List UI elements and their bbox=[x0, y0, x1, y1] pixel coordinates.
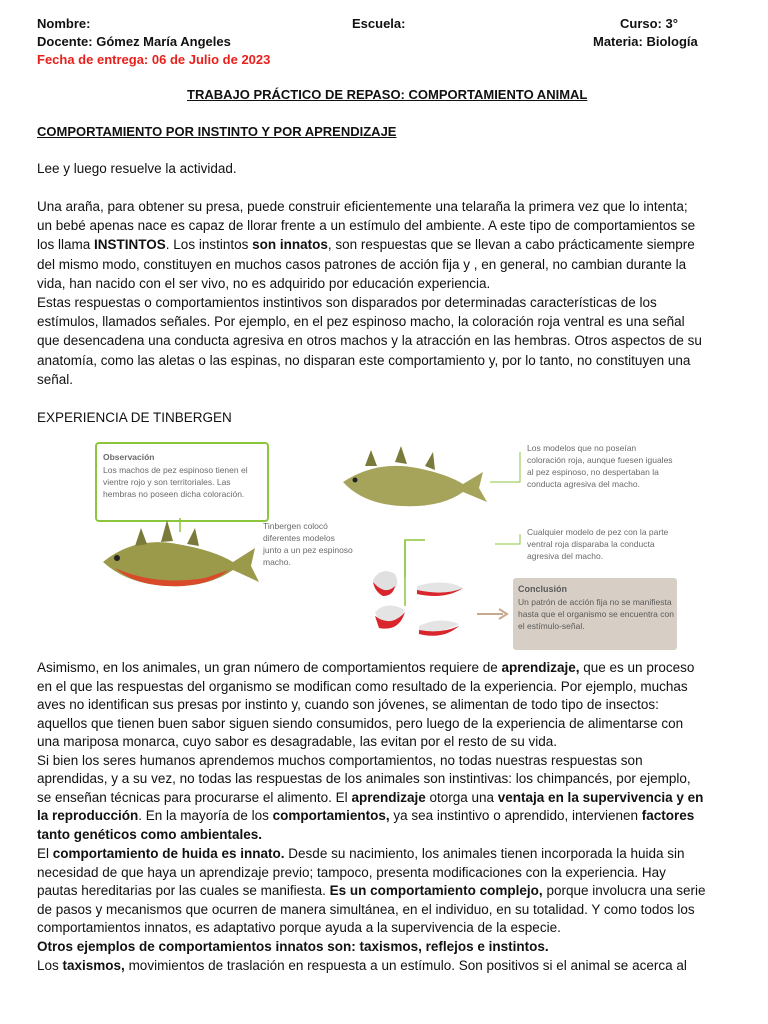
paragraph-huida bbox=[37, 845, 729, 975]
text-line: de pasos y mecanismos que ocurren de manera simultánea, en el individuo, en su totalidad. Y como todos los bbox=[37, 901, 695, 917]
conclusion-text: Un patrón de acción fija no se manifiesta hasta que el organismo se encuentra con el estímulo-señal. bbox=[518, 597, 674, 631]
text-line: necesidad de que haya un aprendizaje previo; tampoco, presenta modificaciones con la experiencia. Hay bbox=[37, 864, 666, 880]
male-stickleback-fish bbox=[103, 520, 259, 586]
text-line: vida, han nacido con el ser vivo, no es adquirido por educación experiencia. bbox=[37, 275, 491, 291]
text-line: se enseñan técnicas para procurarse el alimento. El aprendizaje otorga una ventaja en la supervivencia y en bbox=[37, 789, 704, 805]
text-line: aquellos que tienen buen sabor siguen siendo consumidos, pero luego de la experiencia de alimentarse con bbox=[37, 715, 684, 731]
text-line: Si bien los seres humanos aprendemos muchos comportamientos, no todas nuestras respuestas son bbox=[37, 752, 643, 768]
fecha-entrega: Fecha de entrega: 06 de Julio de 2023 bbox=[37, 52, 271, 67]
text-line: Asimismo, en los animales, un gran número de comportamientos requiere de aprendizaje, que es un proceso bbox=[37, 660, 695, 675]
text-line: tanto genéticos como ambientales. bbox=[37, 826, 263, 842]
tinbergen-figure bbox=[95, 436, 681, 652]
text-line: en el que las respuestas del organismo se modifican como resultado de la experiencia. Por ejemplo, muchas bbox=[37, 678, 688, 694]
text-line: la reproducción. En la mayoría de los comportamientos, ya sea instintivo o aprendido, intervienen factores bbox=[37, 808, 695, 823]
text-line: estímulos, llamados señales. Por ejemplo, en el pez espinoso macho, la coloración roja ventral es una señal bbox=[37, 314, 685, 330]
text-line: anatomía, como las aletas o las espinas, no disparan este comportamiento y, por lo tanto, no constituyen una bbox=[37, 352, 691, 368]
text-line: Otros ejemplos de comportamientos innatos son: taxismos, reflejos e instintos. bbox=[37, 938, 549, 954]
text-line: comportamientos innatos, es adaptativo porque ayuda a la supervivencia de la especie. bbox=[37, 920, 561, 936]
text-line: un bebé apenas nace es capaz de llorar frente a un estímulo del ambiente. A este tipo de comportamientos se bbox=[37, 218, 696, 234]
page-title: TRABAJO PRÁCTICO DE REPASO: COMPORTAMIENTO ANIMAL bbox=[187, 87, 588, 102]
paragraph-aprendizaje bbox=[37, 659, 729, 844]
text-line: aprendidas, y a su vez, no todas las respuestas de los animales son instintivas: los chimpancés, por ejemplo, bbox=[37, 771, 691, 786]
tinbergen-text: Tinbergen colocó diferentes modelos junto a un pez espinoso macho. bbox=[263, 521, 353, 567]
instruction: Lee y luego resuelve la actividad. bbox=[37, 161, 237, 176]
text-line: una mariposa monarca, cuyo sabor es desagradable, las evitan por el resto de su vida. bbox=[37, 734, 558, 749]
conclusion-title: Conclusión bbox=[518, 584, 567, 594]
nombre-label: Nombre: bbox=[37, 16, 91, 31]
docente-label: Docente: Gómez María Angeles bbox=[37, 34, 231, 49]
text-line: del mismo modo, constituyen en muchos casos patrones de acción fija y , en general, no cambian durante la bbox=[37, 256, 687, 272]
materia-label: Materia: Biología bbox=[593, 34, 698, 49]
observation-title: Observación bbox=[103, 452, 155, 462]
red-models bbox=[373, 571, 463, 636]
text-line: Una araña, para obtener su presa, puede construir eficientemente una telaraña la primera vez que lo intenta; bbox=[37, 199, 688, 214]
text-line: El comportamiento de huida es innato. Desde su nacimiento, los animales tienen incorporada la huida sin bbox=[37, 846, 685, 861]
text-line: señal. bbox=[37, 371, 74, 387]
text-line: Estas respuestas o comportamientos instintivos son disparados por determinadas características de los bbox=[37, 295, 657, 311]
escuela-label: Escuela: bbox=[352, 16, 406, 31]
text-line: que desencadena una conducta agresiva en otros machos y la atracción en las hembras. Otros aspectos de su bbox=[37, 333, 702, 349]
paragraph-instintos bbox=[37, 197, 729, 389]
cualquier-modelo-text: Cualquier modelo de pez con la parte ventral roja disparaba la conducta agresiva del macho. bbox=[527, 527, 669, 561]
section-subtitle: COMPORTAMIENTO POR INSTINTO Y POR APRENDIZAJE bbox=[37, 124, 397, 139]
modelos-text: Los modelos que no poseían coloración roja, aunque fuesen iguales al pez espinoso, no despertaban la conducta agresiva del macho. bbox=[527, 443, 673, 489]
text-line: pautas hereditarias por las cuales se manifiesta. Es un comportamiento complejo, porque involucra una serie bbox=[37, 883, 706, 899]
text-line: los llama INSTINTOS. Los instintos son innatos, son respuestas que se llevan a cabo prácticamente siempre bbox=[37, 237, 695, 253]
model-fish-no-red bbox=[343, 446, 487, 506]
conclusion-box bbox=[513, 578, 677, 650]
observation-text: Los machos de pez espinoso tienen el vientre rojo y son territoriales. Las hembras no poseen dicha coloración. bbox=[103, 465, 248, 499]
experiencia-title: EXPERIENCIA DE TINBERGEN bbox=[37, 410, 232, 425]
text-line: Los taxismos, movimientos de traslación en respuesta a un estímulo. Son positivos si el animal se acerca al bbox=[37, 957, 687, 973]
text-line: aves no identifican sus presas por instinto y, cuando son jóvenes, se alimentan de todo tipo de insectos: bbox=[37, 697, 659, 712]
curso-label: Curso: 3° bbox=[620, 16, 678, 31]
